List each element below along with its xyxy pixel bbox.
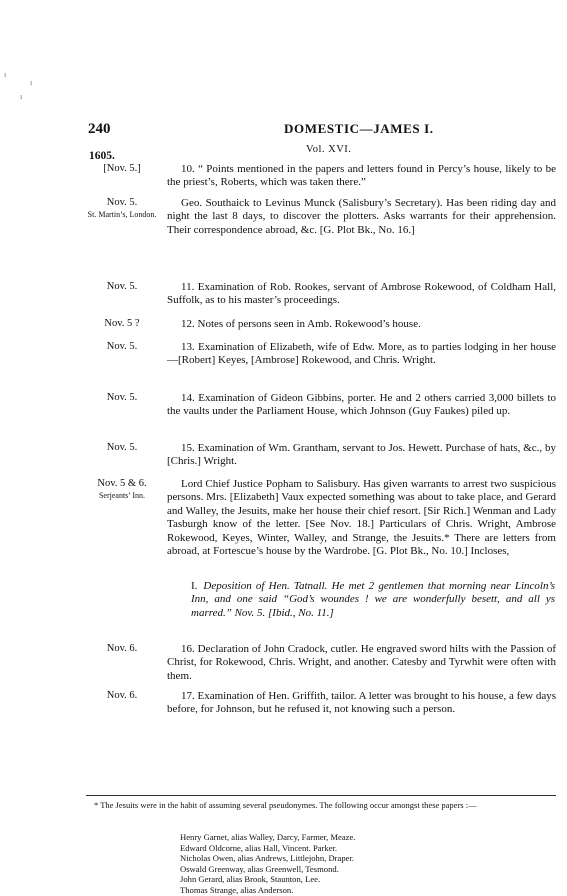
calendar-entry	[86, 197, 556, 237]
entry-place: St. Martin’s, London.	[87, 209, 157, 219]
calendar-entry	[86, 163, 556, 190]
calendar-entry	[86, 341, 556, 368]
alias-line: Oswald Greenway, alias Greenwell, Tesmond.	[180, 863, 339, 874]
calendar-entry	[86, 392, 556, 419]
alias-list	[180, 832, 540, 896]
margin-mark: ı	[30, 78, 33, 87]
entry-text: 11. Examination of Rob. Rookes, servant of Ambrose Rokewood, of Coldham Hall, Suffolk, as to his master’s proceedings.	[167, 281, 556, 307]
entry-text: 17. Examination of Hen. Griffith, tailor. A letter was brought to his house, a few days before, for Johnson, but he refused it, not knowing such a person.	[167, 690, 556, 716]
enclosure-number: I.	[191, 580, 198, 592]
volume-heading: Vol. XVI.	[306, 144, 352, 155]
entry-date: [Nov. 5.]	[103, 163, 141, 174]
alias-line: Edward Oldcorne, alias Hall, Vincent. Parker.	[180, 842, 338, 853]
entry-text: 16. Declaration of John Cradock, cutler. He engraved sword hilts with the Passion of Christ, for Rokewood, Chris. Wright, and another. Catesby and Tyrwhit were often with them.	[167, 643, 556, 682]
alias-line: Nicholas Owen, alias Andrews, Littlejohn, Draper.	[180, 853, 354, 864]
entry-text: 15. Examination of Wm. Grantham, servant to Jos. Hewett. Purchase of hats, &c., by [Chris.] Wright.	[167, 442, 556, 468]
entry-place: Serjeants’ Inn.	[98, 490, 146, 500]
entry-date: Nov. 6.	[106, 643, 138, 654]
entry-date: Nov. 5.	[106, 442, 138, 453]
page-number: 240	[88, 121, 111, 137]
footnote-divider	[86, 795, 556, 796]
enclosure-item	[191, 580, 555, 620]
entry-date: Nov. 6.	[106, 690, 138, 701]
entry-date: Nov. 5. St. Martin’s, London.	[87, 197, 157, 219]
entry-text: 12. Notes of persons seen in Amb. Rokewood’s house.	[181, 318, 421, 330]
alias-line: Thomas Strange, alias Anderson.	[180, 884, 294, 895]
enclosure-text: Deposition of Hen. Tatnall. He met 2 gentlemen that morning near Lincoln’s Inn, and one said “God’s woundes ! we are wonderfully besett, and all ys marred.” Nov. 5. [Ibid., No. 11.]	[191, 580, 555, 619]
entry-text: 14. Examination of Gideon Gibbins, porter. He and 2 others carried 3,000 billets to the vaults under the Parliament House, which Johnson (Guy Faukes) piled up.	[167, 392, 556, 418]
alias-line: Henry Garnet, alias Walley, Darcy, Farmer, Meaze.	[180, 832, 356, 842]
alias-line: John Gerard, alias Brook, Staunton, Lee.	[180, 874, 321, 885]
calendar-entry	[86, 442, 556, 469]
calendar-entry	[86, 281, 556, 308]
entry-date: Nov. 5.	[106, 281, 138, 292]
entry-text: 13. Examination of Elizabeth, wife of Edw. More, as to parties lodging in her house—[Robert] Keyes, [Ambrose] Rokewood, and Chris. Wright.	[167, 341, 556, 367]
entry-text: Geo. Southaick to Levinus Munck (Salisbury’s Secretary). Has been riding day and night the last 8 days, to discover the plotters. Asks warrants for their apprehension. Their correspondence abroad, &c. [G. Plot Bk., No. 16.]	[167, 197, 556, 236]
entry-text: 10. “ Points mentioned in the papers and letters found in Percy’s house, likely to be the priest’s, Roberts, which was taken there.”	[167, 163, 556, 189]
entry-date: Nov. 5.	[106, 341, 138, 352]
calendar-entry	[86, 478, 556, 558]
calendar-entry	[86, 690, 556, 717]
margin-mark: ı	[20, 92, 23, 101]
calendar-entry	[86, 643, 556, 683]
page-header	[88, 121, 558, 141]
footnote: * The Jesuits were in the habit of assuming several pseudonymes. The following occur amongst these papers :—	[94, 800, 477, 810]
entry-text: Lord Chief Justice Popham to Salisbury. Has given warrants to arrest two suspicious persons. Mrs. [Elizabeth] Vaux expected something was about to take place, and Gerard and Walley, the Jesuits, make her house their chief resort. [Sir Rich.] Wenman and Lady Tasburgh know of the letter. [See Nov. 18.] Particulars of Chris. Wright, Ambrose Rokewood, Keyes, Winter, Walley, and Strange, the Jesuits.* There are letters from abroad, at Fortescue’s house by the Wardrobe. [G. Plot Bk., No. 10.] Incloses,	[167, 478, 556, 558]
calendar-entry	[86, 318, 556, 331]
running-title: DOMESTIC—JAMES I.	[284, 121, 434, 136]
year-heading: 1605.	[89, 150, 115, 162]
entry-date: Nov. 5.	[106, 392, 138, 403]
margin-mark: ı	[4, 70, 7, 79]
entry-date: Nov. 5 ?	[104, 318, 140, 329]
entry-date: Nov. 5 & 6. Serjeants’ Inn.	[86, 478, 158, 501]
